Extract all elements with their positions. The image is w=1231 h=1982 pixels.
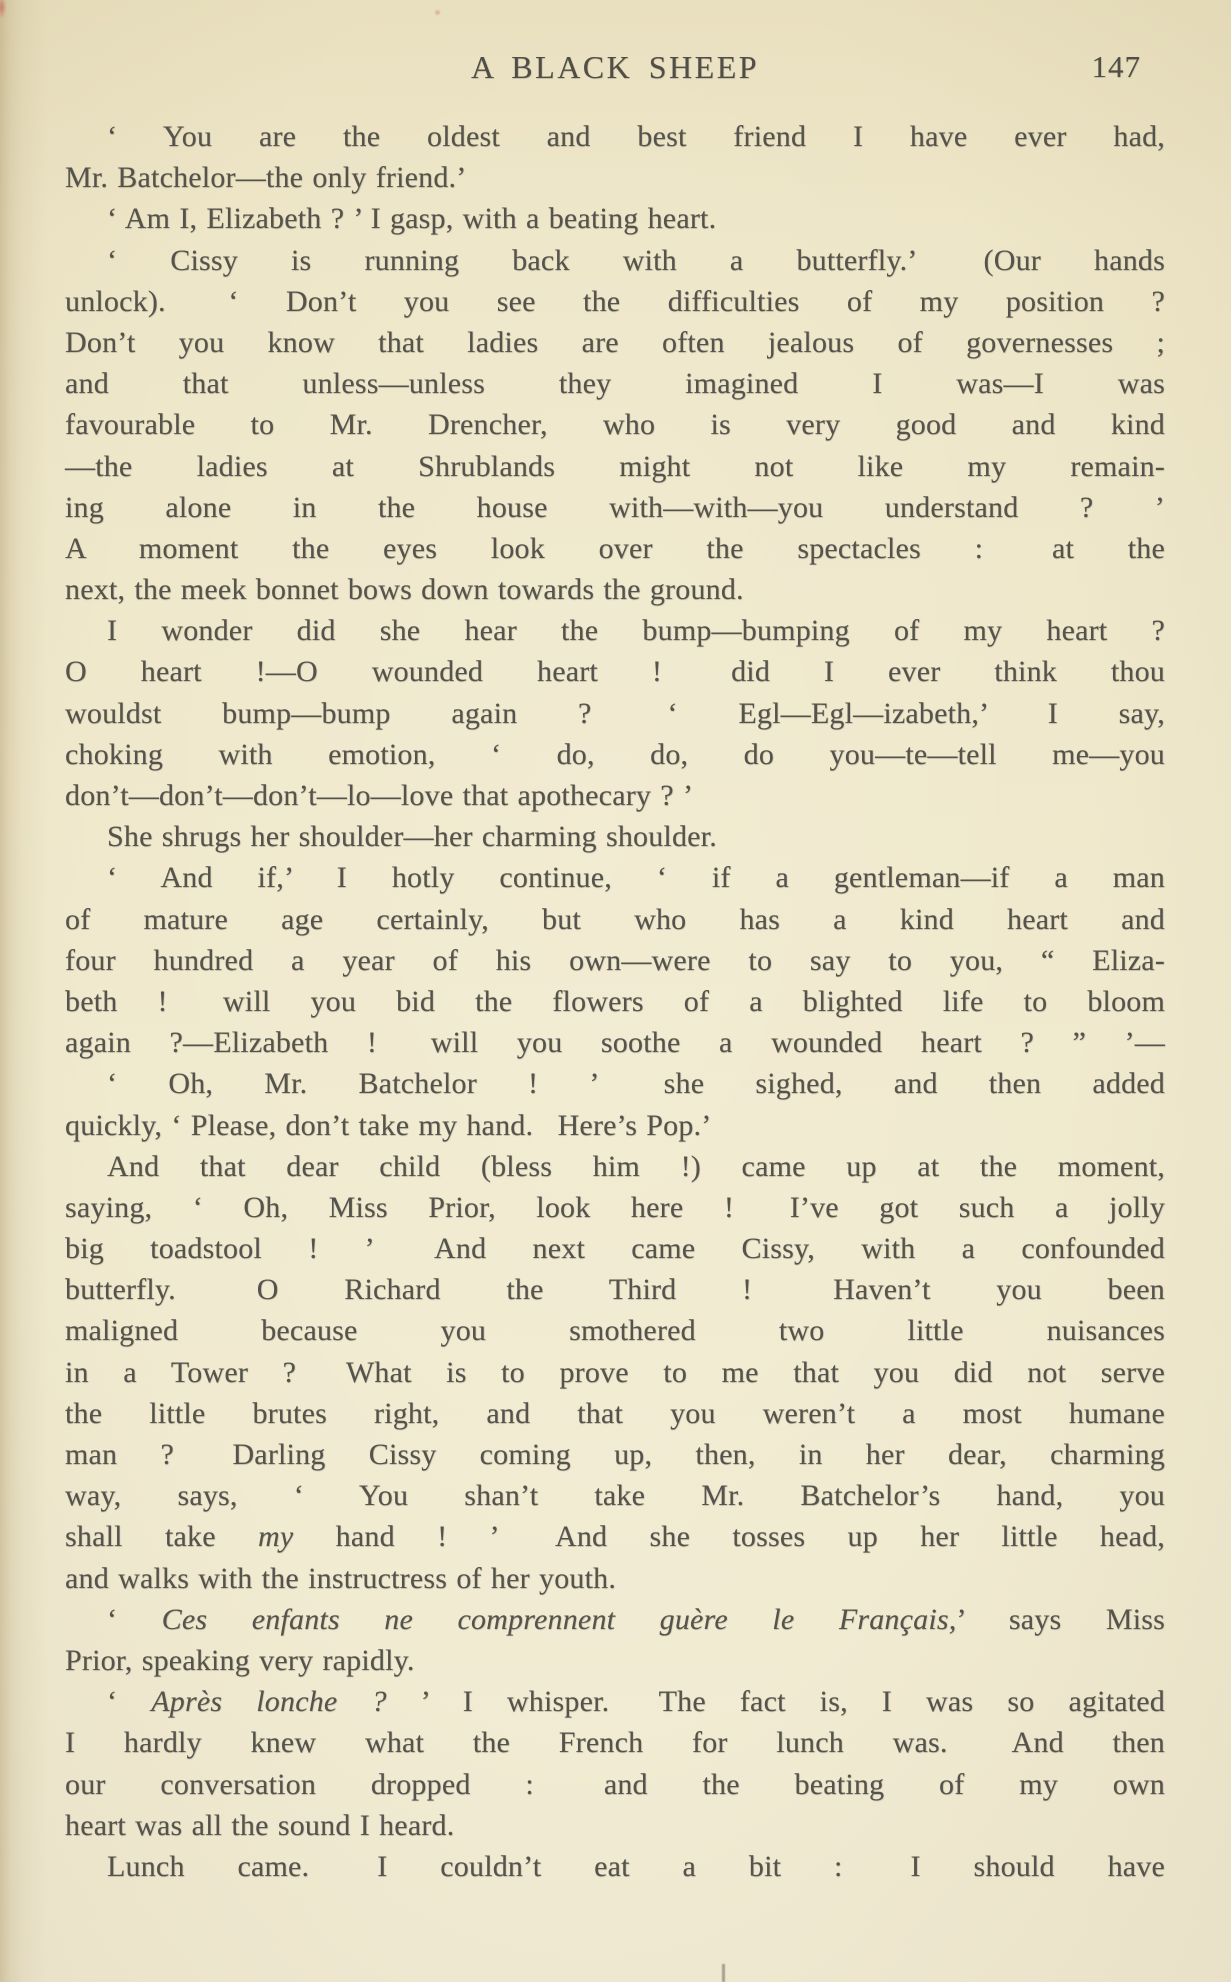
- text-line: [65, 1805, 1165, 1846]
- text-line: [65, 1228, 1165, 1269]
- text-run: quickly, ‘ Please, don’t take my hand. Here’s Pop.’: [65, 1108, 712, 1142]
- text-run: way, says, ‘ You shan’t take Mr. Batchelor’s hand, you: [65, 1479, 1165, 1513]
- text-run: Don’t you know that ladies are often jealous of governesses ;: [65, 325, 1165, 359]
- text-run: Prior, speaking very rapidly.: [65, 1643, 415, 1677]
- text-line: [65, 1022, 1165, 1063]
- text-line: [65, 1516, 1165, 1557]
- italic-text-run: my: [258, 1520, 294, 1554]
- text-run: ‘: [107, 1602, 162, 1636]
- text-line: [65, 198, 1165, 239]
- text-run: ‘ Am I, Elizabeth ? ’ I gasp, with a beating heart.: [107, 202, 717, 236]
- page-number: 147: [1091, 49, 1141, 84]
- text-line: [65, 1681, 1165, 1722]
- text-line: [65, 1640, 1165, 1681]
- text-run: ‘ You are the oldest and best friend I have ever had,: [107, 120, 1165, 153]
- text-run: the little brutes right, and that you weren’t a most humane: [65, 1396, 1165, 1430]
- text-line: [65, 1063, 1165, 1104]
- text-run: four hundred a year of his own—were to say to you, “ Eliza-: [65, 943, 1165, 977]
- text-line: [65, 1187, 1165, 1228]
- text-run: shall take: [65, 1520, 258, 1554]
- scan-tick-artifact: [722, 1964, 725, 1982]
- text-run: of mature age certainly, but who has a kind heart and: [65, 902, 1165, 936]
- text-block: [65, 116, 1165, 1887]
- text-run: ’ I whisper. The fact is, I was so agitated: [420, 1685, 1165, 1719]
- text-run: again ?—Elizabeth ! will you soothe a wounded heart ? ” ’—: [65, 1026, 1165, 1060]
- text-line: [65, 1105, 1165, 1146]
- text-line: [65, 1352, 1165, 1393]
- italic-text-run: Après lonche ?: [151, 1685, 421, 1719]
- page-header: [65, 48, 1165, 90]
- text-run: favourable to Mr. Drencher, who is very good and kind: [65, 408, 1165, 442]
- text-line: [65, 775, 1165, 816]
- text-run: maligned because you smothered two little nuisances: [65, 1314, 1165, 1348]
- text-run: heart was all the sound I heard.: [65, 1808, 455, 1842]
- text-line: [65, 1764, 1165, 1805]
- text-run: big toadstool ! ’ And next came Cissy, with a confounded: [65, 1232, 1165, 1266]
- text-line: [65, 1599, 1165, 1640]
- text-line: [65, 1846, 1165, 1887]
- text-run: unlock). ‘ Don’t you see the difficulties of my position ?: [65, 284, 1165, 318]
- text-line: [65, 899, 1165, 940]
- text-line: [65, 157, 1165, 198]
- text-run: in a Tower ? What is to prove to me that you did not serve: [65, 1355, 1165, 1389]
- text-line: [65, 322, 1165, 363]
- text-line: [65, 940, 1165, 981]
- italic-text-run: Ces enfants ne comprennent guère le Français,: [161, 1602, 957, 1636]
- text-line: [65, 734, 1165, 775]
- text-line: [65, 857, 1165, 898]
- text-run: our conversation dropped : and the beating of my own: [65, 1767, 1165, 1801]
- text-line: [65, 363, 1165, 404]
- text-run: She shrugs her shoulder—her charming shoulder.: [107, 820, 717, 854]
- text-run: and that unless—unless they imagined I was—I was: [65, 367, 1165, 401]
- text-run: butterfly. O Richard the Third ! Haven’t you been: [65, 1273, 1165, 1307]
- text-line: [65, 1393, 1165, 1434]
- text-line: [65, 240, 1165, 281]
- text-run: saying, ‘ Oh, Miss Prior, look here ! I’ve got such a jolly: [65, 1190, 1165, 1224]
- text-run: hand ! ’ And she tosses up her little head,: [293, 1520, 1166, 1554]
- text-line: [65, 487, 1165, 528]
- text-line: [65, 528, 1165, 569]
- text-run: choking with emotion, ‘ do, do, do you—te—tell me—you: [65, 737, 1165, 771]
- text-run: —the ladies at Shrublands might not like my remain-: [65, 449, 1165, 483]
- text-run: beth ! will you bid the flowers of a blighted life to bloom: [65, 984, 1165, 1018]
- scan-edge-artifact: [0, 0, 6, 18]
- running-title: A BLACK SHEEP: [470, 49, 760, 85]
- text-line: [65, 1434, 1165, 1475]
- text-line: [65, 281, 1165, 322]
- text-run: I hardly knew what the French for lunch was. And then: [65, 1726, 1165, 1760]
- text-run: And that dear child (bless him !) came up at the moment,: [107, 1149, 1165, 1183]
- text-run: and walks with the instructress of her youth.: [65, 1561, 617, 1595]
- text-line: [65, 816, 1165, 857]
- text-line: [65, 651, 1165, 692]
- text-line: [65, 981, 1165, 1022]
- text-run: Lunch came. I couldn’t eat a bit : I should have: [107, 1849, 1165, 1883]
- text-run: ‘: [107, 1685, 152, 1719]
- text-line: [65, 116, 1165, 157]
- text-run: ing alone in the house with—with—you understand ? ’: [65, 490, 1165, 524]
- text-run: Mr. Batchelor—the only friend.’: [65, 161, 467, 195]
- text-line: [65, 569, 1165, 610]
- text-run: don’t—don’t—don’t—lo—love that apothecary ? ’: [65, 779, 694, 812]
- text-line: [65, 1310, 1165, 1351]
- text-run: O heart !—O wounded heart ! did I ever think thou: [65, 655, 1165, 689]
- text-run: wouldst bump—bump again ? ‘ Egl—Egl—izabeth,’ I say,: [65, 696, 1165, 730]
- text-run: I wonder did she hear the bump—bumping of my heart ?: [107, 614, 1165, 648]
- text-run: man ? Darling Cissy coming up, then, in her dear, charming: [65, 1438, 1165, 1471]
- text-run: ‘ And if,’ I hotly continue, ‘ if a gentleman—if a man: [107, 861, 1165, 895]
- text-run: ‘ Cissy is running back with a butterfly.’ (Our hands: [107, 243, 1165, 277]
- text-line: [65, 693, 1165, 734]
- text-line: [65, 1722, 1165, 1763]
- text-line: [65, 404, 1165, 445]
- text-line: [65, 610, 1165, 651]
- text-line: [65, 1558, 1165, 1599]
- text-line: [65, 446, 1165, 487]
- text-line: [65, 1475, 1165, 1516]
- text-line: [65, 1146, 1165, 1187]
- text-run: ‘ Oh, Mr. Batchelor ! ’ she sighed, and then added: [107, 1067, 1165, 1101]
- text-run: A moment the eyes look over the spectacles : at the: [65, 531, 1165, 565]
- text-run: ’ says Miss: [956, 1602, 1166, 1636]
- scan-speck-artifact: [435, 10, 440, 15]
- text-line: [65, 1269, 1165, 1310]
- text-run: next, the meek bonnet bows down towards the ground.: [65, 573, 744, 607]
